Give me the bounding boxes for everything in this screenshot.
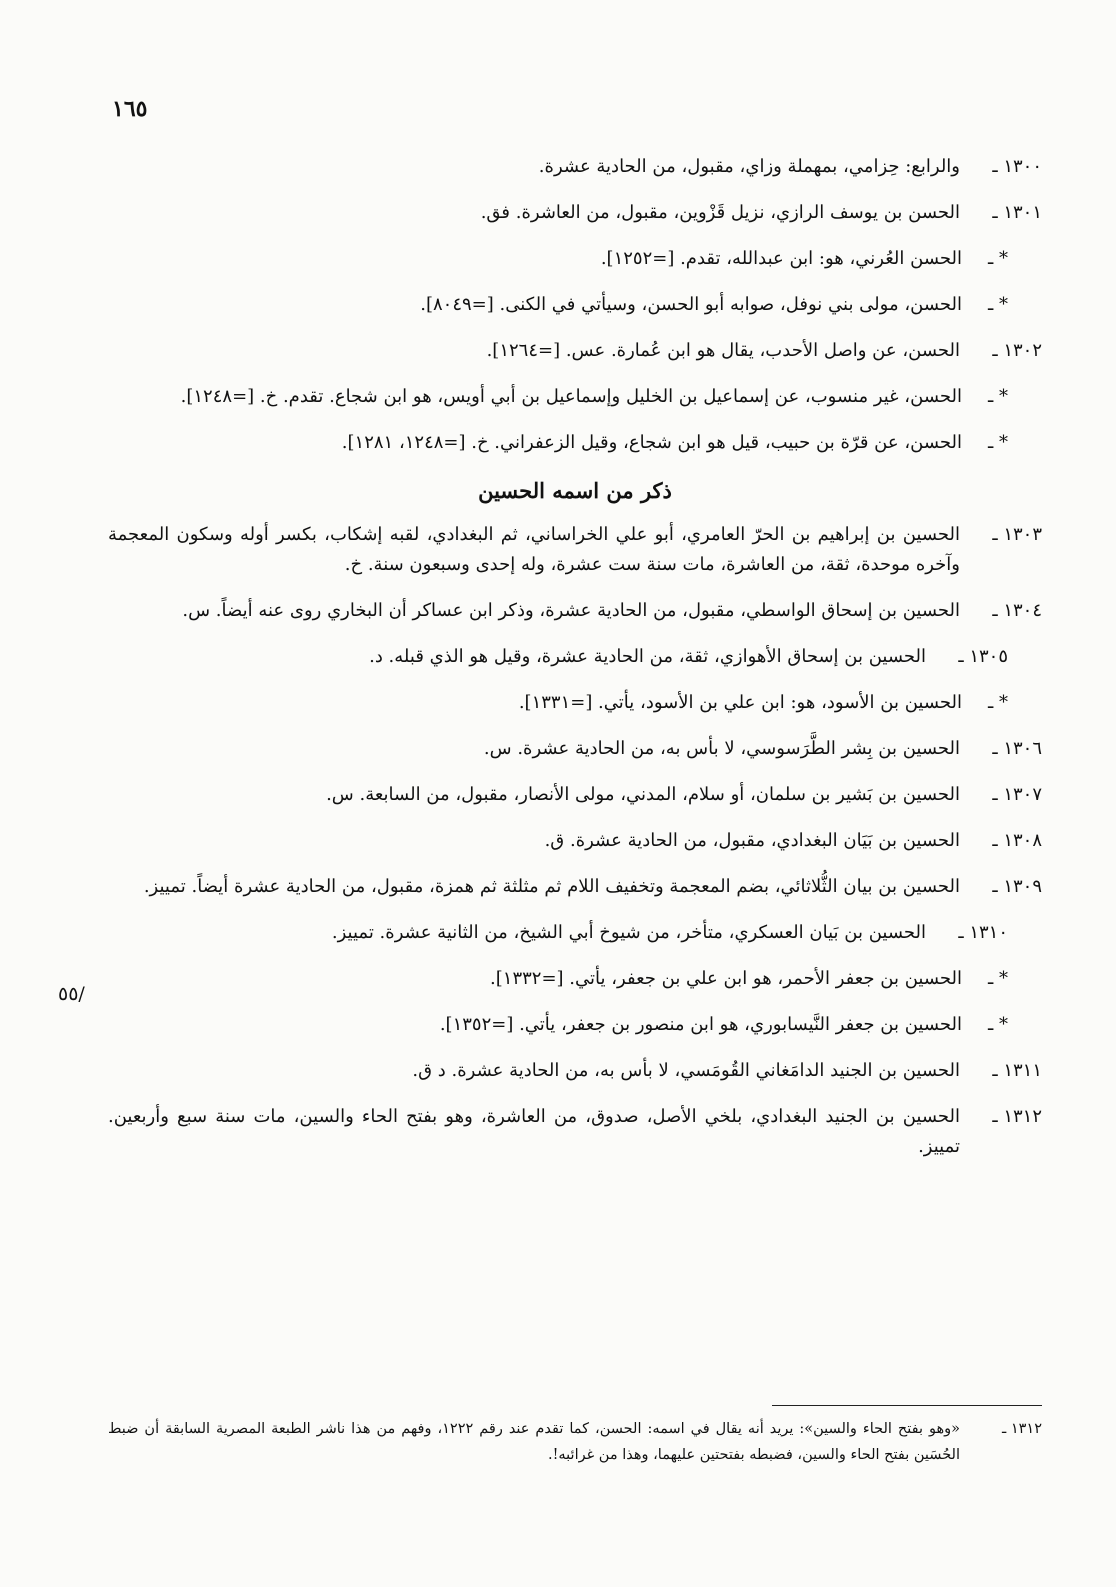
entry-number: * ـ [988,968,1008,989]
entry-text: الحسين بن الجنيد البغدادي، بلخي الأصل، صدوق، من العاشرة، وهو بفتح الحاء والسين، مات سنة سبع وأربعين. تمييز. [108,1106,960,1157]
entry-text: الحسين بن بِشر الطَّرَسوسي، لا بأس به، من الحادية عشرة. س. [483,738,960,759]
biography-entry [108,336,1042,366]
entry-text: الحسين بن بَشير بن سلمان، أو سلام، المدني، مولى الأنصار، مقبول، من السابعة. س. [326,784,960,805]
entry-text: الحسين بن جعفر الأحمر، هو ابن علي بن جعفر، يأتي. [=١٣٣٢]. [490,968,962,989]
cross-reference-entry [108,382,1008,412]
entry-text: الحسن العُرني، هو: ابن عبدالله، تقدم. [=١٢٥٢]. [600,248,962,269]
entry-number: ١٣٠١ ـ [992,202,1042,223]
biography-entry [108,642,1008,672]
biography-entry [108,826,1042,856]
page-number: ١٦٥ [112,96,148,122]
entry-number: ١٣٠٩ ـ [992,876,1042,897]
entry-text: الحسين بن الأسود، هو: ابن علي بن الأسود، يأتي. [=١٣٣١]. [518,692,962,713]
footnote-divider [772,1405,1042,1406]
entry-number: ١٣٠٥ ـ [958,646,1008,667]
entry-text: الحسين بن بَيَان البغدادي، مقبول، من الحادية عشرة. ق. [544,830,960,851]
entry-text: الحسن بن يوسف الرازي، نزيل قَزْوين، مقبول، من العاشرة. فق. [480,202,960,223]
footnote-text-wrap [108,1416,1042,1468]
section-heading: ذكر من اسمه الحسين [478,478,672,503]
entry-number: * ـ [988,294,1008,315]
footnote [108,1416,1042,1468]
entry-number: ١٣٠٨ ـ [992,830,1042,851]
entry-text: الحسن، عن واصل الأحدب، يقال هو ابن عُمارة. عس. [=١٢٦٤]. [486,340,960,361]
entry-number: ١٣٠٦ ـ [992,738,1042,759]
cross-reference-entry [108,244,1008,274]
margin-note: /٥٥ [58,983,85,1005]
entry-text: الحسن، غير منسوب، عن إسماعيل بن الخليل وإسماعيل بن أبي أويس، هو ابن شجاع. تقدم. خ. [=١٢٤٨]. [180,386,962,407]
entry-number: * ـ [988,432,1008,453]
entry-text: والرابع: حِزامي، بمهملة وزاي، مقبول، من الحادية عشرة. [538,156,960,177]
footnote-number: ١٣١٢ ـ [1001,1421,1042,1437]
entry-number: ١٣١١ ـ [992,1060,1042,1081]
entry-text: الحسين بن جعفر النَّيسابوري، هو ابن منصور بن جعفر، يأتي. [=١٣٥٢]. [439,1014,962,1035]
biography-entry [108,918,1008,948]
entries-bottom [108,520,1042,1162]
entry-number: ١٣٠٤ ـ [992,600,1042,621]
entry-number: ١٣٠٢ ـ [992,340,1042,361]
cross-reference-entry [108,688,1008,718]
entry-number: * ـ [988,386,1008,407]
entry-text: الحسين بن بيان الثُّلاثائي، بضم المعجمة وتخفيف اللام ثم مثلثة ثم همزة، مقبول، من الحادية عشرة أيضاً. تمييز. [143,876,960,897]
cross-reference-entry [108,1010,1008,1040]
entries-top [108,152,1042,458]
biography-entry [108,872,1042,902]
entry-text: الحسين بن الجنيد الدامَغاني القُومَسي، لا بأس به، من الحادية عشرة. د ق. [412,1060,960,1081]
entry-number: ١٣١٢ ـ [992,1106,1042,1127]
biography-entry [108,152,1042,182]
entry-number: ١٣٠٣ ـ [992,524,1042,545]
entry-number: ١٣١٠ ـ [958,922,1008,943]
entry-text: الحسين بن إبراهيم بن الحرّ العامري، أبو علي الخراساني، ثم البغدادي، لقبه إشكاب، بكسر أوله وسكون المعجمة وآخره موحدة، ثقة، من العاشرة، مات سنة ست عشرة، وله إحدى وسبعون سنة. خ. [108,524,960,575]
biography-entry [108,734,1042,764]
entry-number: ١٣٠٠ ـ [992,156,1042,177]
biography-entry [108,596,1042,626]
cross-reference-entry [108,290,1008,320]
entry-number: * ـ [988,692,1008,713]
entry-text: الحسين بن إسحاق الواسطي، مقبول، من الحادية عشرة، وذكر ابن عساكر أن البخاري روى عنه أيضاً. س. [182,600,960,621]
cross-reference-entry [108,964,1008,994]
entry-text: الحسن، مولى بني نوفل، صوابه أبو الحسن، وسيأتي في الكنى. [=٨٠٤٩]. [420,294,962,315]
entry-text: الحسين بن إسحاق الأهوازي، ثقة، من الحادية عشرة، وقيل هو الذي قبله. د. [369,646,926,667]
biography-entry [108,780,1042,810]
entry-text: الحسين بن بَيان العسكري، متأخر، من شيوخ أبي الشيخ، من الثانية عشرة. تمييز. [331,922,926,943]
biography-entry [108,198,1042,228]
biography-entry [108,1056,1042,1086]
main-content [108,152,1042,1178]
biography-entry [108,520,1042,580]
biography-entry [108,1102,1042,1162]
entry-number: * ـ [988,1014,1008,1035]
cross-reference-entry [108,428,1008,458]
entry-number: ١٣٠٧ ـ [992,784,1042,805]
entry-number: * ـ [988,248,1008,269]
entry-text: الحسن، عن قرّة بن حبيب، قيل هو ابن شجاع، وقيل الزعفراني. خ. [=١٢٤٨، ١٢٨١]. [341,432,962,453]
footnote-text: «وهو بفتح الحاء والسين»: يريد أنه يقال في اسمه: الحسن، كما تقدم عند رقم ١٢٢٢، وفهم من هذا ناشر الطبعة المصرية السابقة أن ضبط الحُسَين بفتح الحاء والسين، فضبطه بفتحتين عليهما، وهذا من غرائبه!. [108,1421,960,1463]
